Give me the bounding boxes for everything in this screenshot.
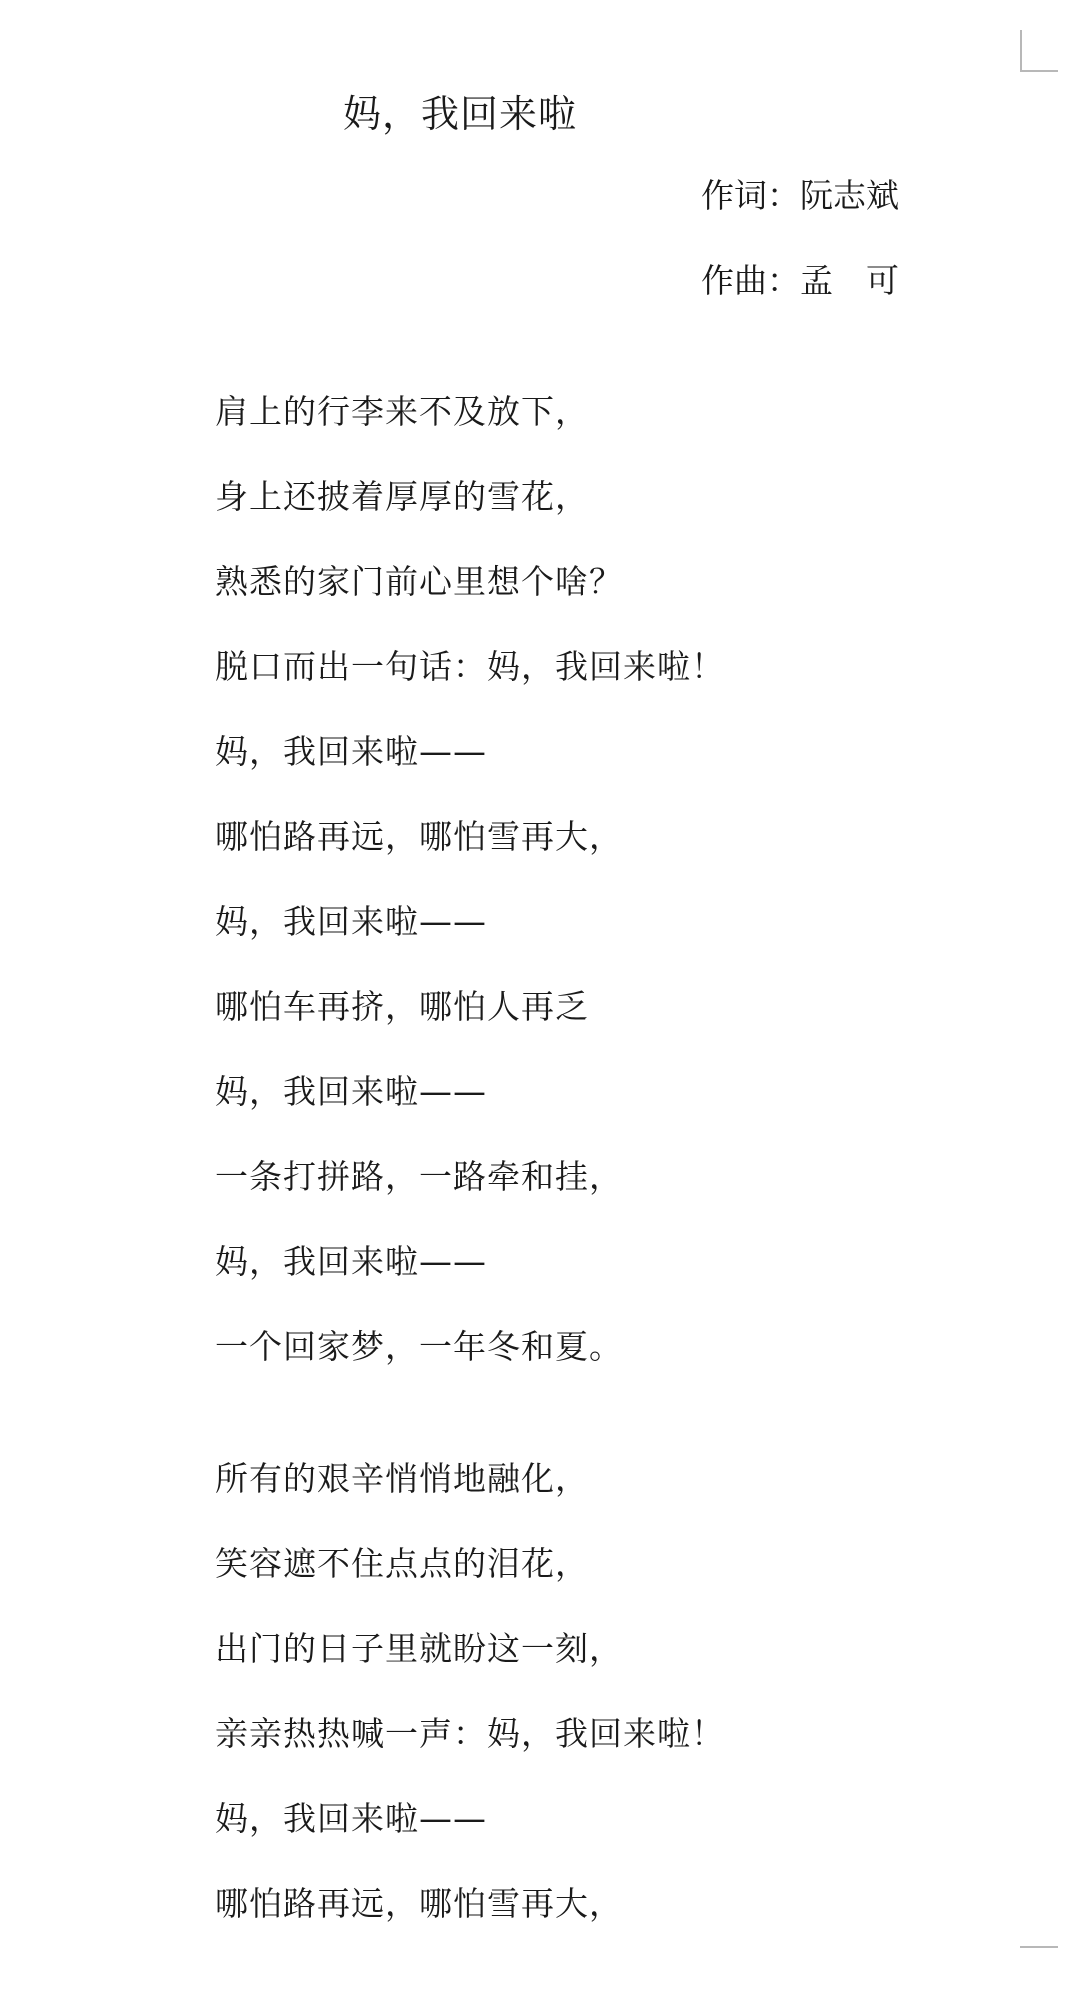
lyricist-credit: 作词：阮志斌 bbox=[701, 176, 899, 215]
lyric-line: 身上还披着厚厚的雪花， bbox=[215, 477, 589, 516]
lyric-line: 妈，我回来啦—— bbox=[215, 902, 487, 941]
lyrics-body bbox=[215, 388, 975, 2012]
lyric-line: 笑容遮不住点点的泪花， bbox=[215, 1544, 589, 1583]
lyric-line: 熟悉的家门前心里想个啥？ bbox=[215, 562, 623, 601]
lyric-line: 哪怕路再远，哪怕雪再大， bbox=[215, 817, 623, 856]
lyric-line: 妈，我回来啦—— bbox=[215, 1242, 487, 1281]
lyric-line: 所有的艰辛悄悄地融化， bbox=[215, 1459, 589, 1498]
page-bottom-mark bbox=[1020, 1946, 1058, 1956]
lyric-line: 妈，我回来啦—— bbox=[215, 1072, 487, 1111]
composer-credit: 作曲：孟 可 bbox=[701, 261, 899, 300]
lyric-line: 妈，我回来啦—— bbox=[215, 1799, 487, 1838]
song-credits bbox=[701, 172, 899, 342]
song-title: 妈，我回来啦 bbox=[342, 92, 577, 136]
stanza-2 bbox=[215, 1455, 975, 1928]
lyric-line: 哪怕车再挤，哪怕人再乏 bbox=[215, 987, 589, 1026]
lyric-line: 妈，我回来啦—— bbox=[215, 732, 487, 771]
lyric-line: 一个回家梦，一年冬和夏。 bbox=[215, 1327, 623, 1366]
page-corner-mark bbox=[1020, 30, 1058, 72]
lyric-line: 哪怕路再远，哪怕雪再大， bbox=[215, 1884, 623, 1923]
lyric-line: 出门的日子里就盼这一刻， bbox=[215, 1629, 623, 1668]
lyric-line: 亲亲热热喊一声：妈，我回来啦！ bbox=[215, 1714, 725, 1753]
stanza-1 bbox=[215, 388, 975, 1371]
lyric-line: 肩上的行李来不及放下， bbox=[215, 392, 589, 431]
lyric-line: 脱口而出一句话：妈，我回来啦！ bbox=[215, 647, 725, 686]
lyric-line: 一条打拼路，一路牵和挂， bbox=[215, 1157, 623, 1196]
